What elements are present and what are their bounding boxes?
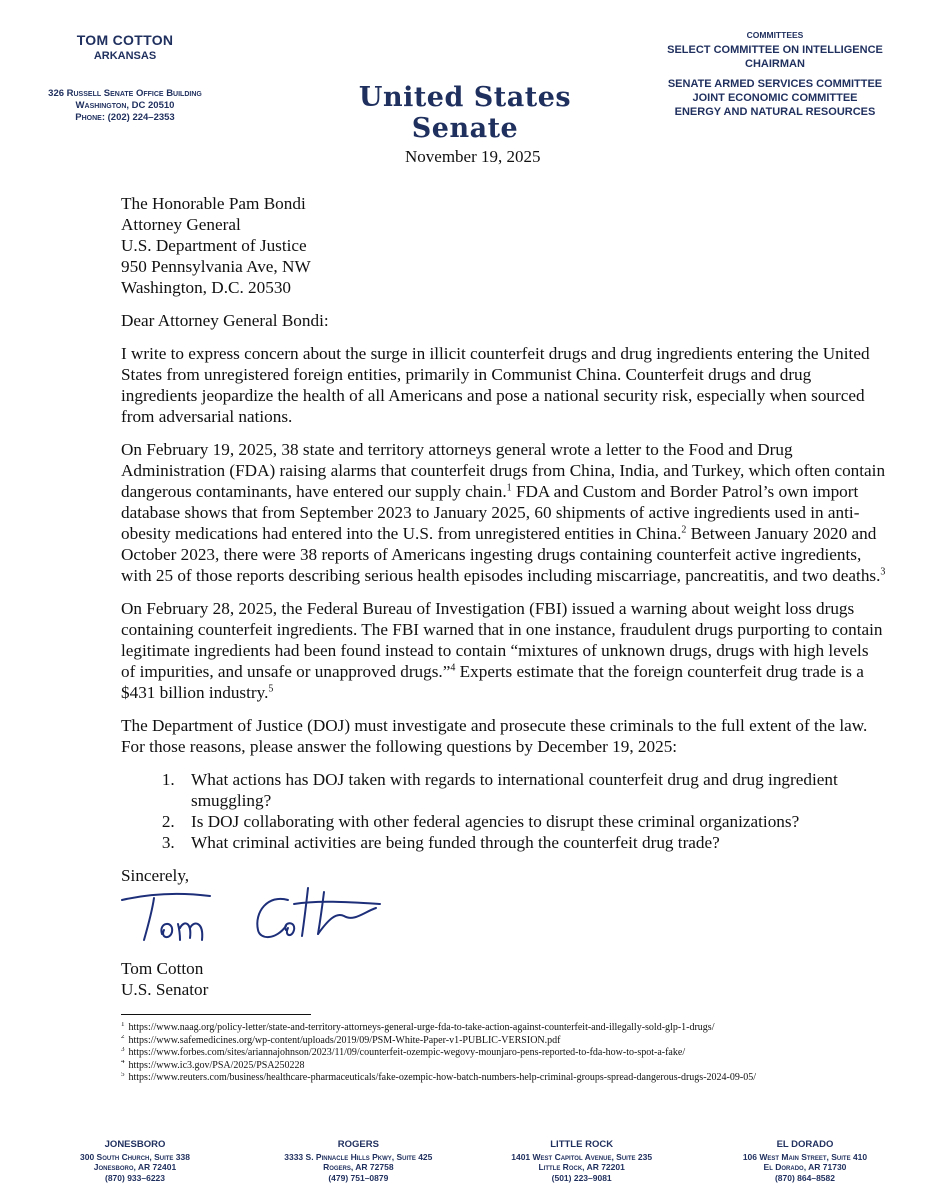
office-rogers: ROGERS 3333 S. Pinnacle Hills Pkwy, Suite 425 Rogers, AR 72758 (479) 751–0879: [284, 1139, 433, 1183]
committee-item: SELECT COMMITTEE ON INTELLIGENCE: [667, 44, 883, 56]
committees-list: [650, 28, 900, 119]
footnote-item: $^5$ https://www.reuters.com/business/healthcare-pharmaceuticals/fake-ozempic-how-batch-numbers-help-criminal-groups-spread-dangerous-drugs-2024-09-05/: [121, 1072, 756, 1083]
footnotes: [121, 1022, 891, 1085]
list-item: 3. What criminal activities are being funded through the counterfeit drug trade?: [179, 832, 886, 853]
senator-letterhead: [30, 32, 220, 124]
letter-body: [121, 193, 886, 886]
office-address: 326 Russell Senate Office Building Washington, DC 20510 Phone: (202) 224–2353: [48, 88, 202, 123]
committee-role: CHAIRMAN: [745, 58, 805, 70]
footnote-link[interactable]: https://www.ic3.gov/PSA/2025/PSA250228: [128, 1059, 305, 1071]
signer-name: Tom Cotton: [121, 959, 204, 978]
paragraph-2: On February 19, 2025, 38 state and territory attorneys general wrote a letter to the Food and Drug Administration (FDA) raising alarms that counterfeit drugs from China, India, and Turkey, which often contain dangerous contaminants, have entered our supply chain.$^1$ FDA and Custom and Border Patrol’s own import database shows that from September 2023 to January 2025, 60 shipments of active ingredients used in anti-obesity medications had entered into the U.S. from unregistered entities in China.$^2$ Between January 2020 and October 2023, there were 38 reports of Americans ingesting drugs containing counterfeit active ingredients, with 25 of those reports describing serious health episodes including miscarriage, pancreatitis, and two deaths.$^3$: [121, 440, 886, 585]
signer-title: U.S. Senator: [121, 980, 209, 999]
footnote-link[interactable]: https://www.forbes.com/sites/ariannajohnson/2023/11/09/counterfeit-ozempic-wegovy-mounjaro-pens-reported-to-fda-how-to-spot-a-fake/: [128, 1047, 686, 1058]
footnote-divider: [121, 1014, 311, 1015]
footnote-item: $^2$ https://www.safemedicines.org/wp-content/uploads/2019/09/PSM-White-Paper-v1-PUBLIC-VERSION.pdf: [121, 1034, 561, 1046]
footnote-item: $^3$ https://www.forbes.com/sites/ariannajohnson/2023/11/09/counterfeit-ozempic-wegovy-mounjaro-pens-reported-to-fda-how-to-spot-a-fake/: [121, 1047, 686, 1058]
footnote-mark: 5: [268, 683, 274, 695]
office-el-dorado: EL DORADO 106 West Main Street, Suite 410 El Dorado, AR 71730 (870) 864–8582: [742, 1139, 868, 1183]
senator-state: ARKANSAS: [93, 50, 157, 62]
senator-name: TOM COTTON: [76, 32, 174, 48]
committee-item: ENERGY AND NATURAL RESOURCES: [674, 106, 876, 118]
footnote-item: $^1$ https://www.naag.org/policy-letter/state-and-territory-attorneys-general-urge-fda-to-take-action-against-counterfeit-and-illegally-sold-glp-1-drugs/: [121, 1022, 715, 1033]
footnote-mark: 3: [880, 566, 886, 578]
signature-image: [118, 882, 388, 954]
senate-wordmark: United States Senate: [358, 82, 572, 144]
committees-label: COMMITTEES: [746, 30, 804, 40]
footnote-link[interactable]: https://www.naag.org/policy-letter/state-and-territory-attorneys-general-urge-fda-to-take-action-against-counterfeit-and-illegally-sold-glp-1-drugs/: [128, 1022, 715, 1033]
list-item: 1. What actions has DOJ taken with regards to international counterfeit drug and drug ingredient smuggling?: [179, 769, 886, 811]
office-jonesboro: JONESBORO 300 South Church, Suite 338 Jonesboro, AR 72401 (870) 933–6223: [80, 1139, 190, 1183]
closing: Sincerely,: [121, 866, 190, 885]
office-little-rock: LITTLE ROCK 1401 West Capitol Avenue, Suite 235 Little Rock, AR 72201 (501) 223–9081: [511, 1139, 653, 1183]
footnote-link[interactable]: https://www.reuters.com/business/healthcare-pharmaceuticals/fake-ozempic-how-batch-numbers-help-criminal-groups-spread-dangerous-drugs-2024-09-05/: [128, 1072, 756, 1083]
signer-block: [121, 958, 208, 1000]
salutation: Dear Attorney General Bondi:: [121, 311, 329, 330]
paragraph-3: On February 28, 2025, the Federal Bureau of Investigation (FBI) issued a warning about weight loss drugs containing counterfeit ingredients. The FBI warned that in one instance, fraudulent drugs purporting to contain legitimate ingredients had been found instead to contain “mixtures of unknown drugs, drugs with high levels of impurities, and unsafe or unapproved drugs.”$^4$ Experts estimate that the foreign counterfeit drug trade is a $431 billion industry.$^5$: [121, 599, 883, 702]
letter-date: November 19, 2025: [405, 147, 541, 166]
footnote-mark: 2: [681, 524, 687, 536]
footnote-mark: 1: [506, 482, 512, 494]
committee-item: SENATE ARMED SERVICES COMMITTEE: [667, 78, 883, 90]
paragraph-1: I write to express concern about the surge in illicit counterfeit drugs and drug ingredients entering the United States from unregistered foreign entities, primarily in Communist China. Counterfeit drugs and drug ingredients jeopardize the health of all Americans and pose a national security risk, especially when sourced from adversarial nations.: [121, 344, 870, 426]
recipient-address: The Honorable Pam Bondi Attorney General U.S. Department of Justice 950 Pennsylvania Ave, NW Washington, D.C. 20530: [121, 194, 311, 297]
list-item: 2. Is DOJ collaborating with other federal agencies to disrupt these criminal organizations?: [179, 811, 886, 832]
committee-item: JOINT ECONOMIC COMMITTEE: [692, 92, 858, 104]
footnote-mark: 4: [450, 662, 456, 674]
footnote-link[interactable]: https://www.safemedicines.org/wp-content/uploads/2019/09/PSM-White-Paper-v1-PUBLIC-VERSION.pdf: [128, 1034, 561, 1046]
questions-list: [121, 769, 886, 853]
footnote-item: $^4$ https://www.ic3.gov/PSA/2025/PSA250228: [121, 1059, 305, 1071]
office-locations: [30, 1140, 910, 1183]
paragraph-4: The Department of Justice (DOJ) must investigate and prosecute these criminals to the full extent of the law. For those reasons, please answer the following questions by December 19, 2025:: [121, 716, 868, 756]
